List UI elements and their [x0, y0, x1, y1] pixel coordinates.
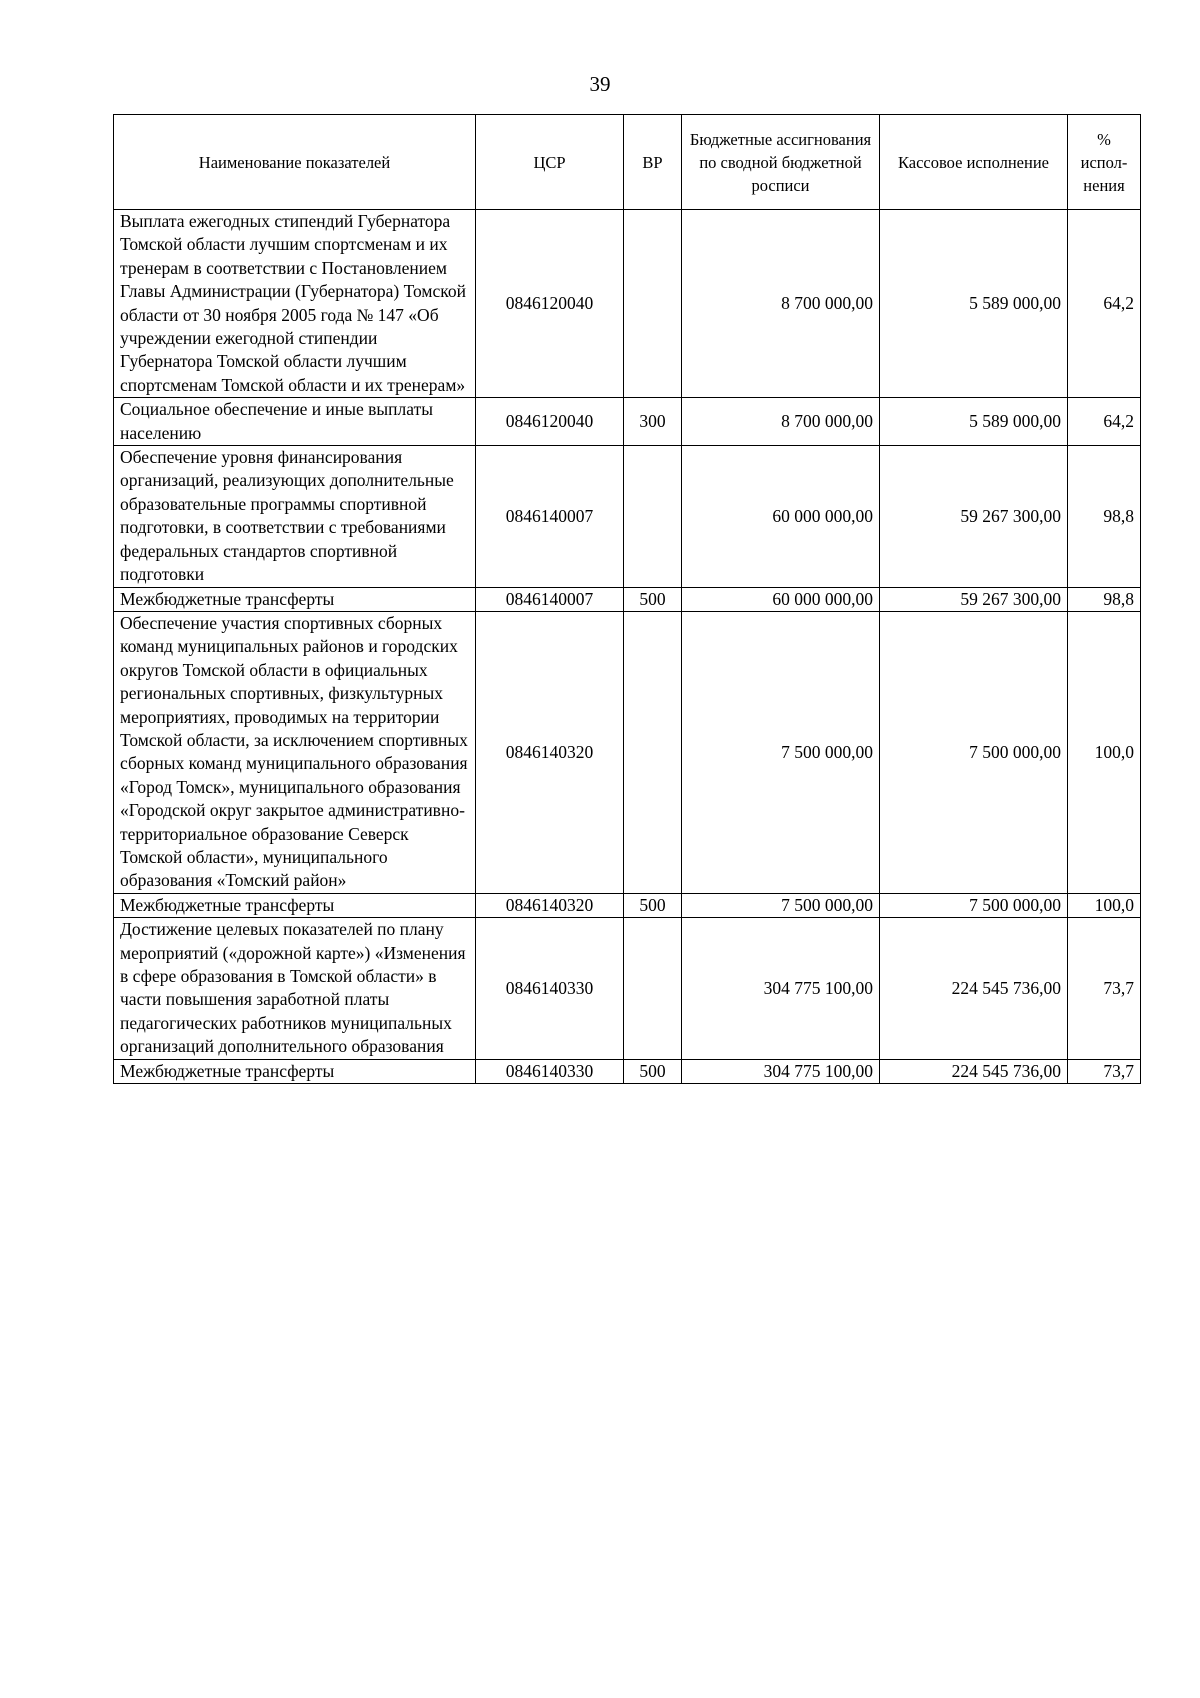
row-vr: [624, 918, 682, 1059]
row-name: Межбюджетные трансферты: [114, 587, 476, 611]
row-cash: 7 500 000,00: [880, 611, 1068, 893]
row-csr: 0846140007: [476, 446, 624, 587]
row-csr: 0846120040: [476, 210, 624, 398]
row-csr: 0846140330: [476, 1059, 624, 1083]
row-cash: 224 545 736,00: [880, 918, 1068, 1059]
page-number: 39: [589, 72, 611, 96]
row-vr: 500: [624, 1059, 682, 1083]
table-row: [114, 587, 1141, 611]
row-percent: 64,2: [1068, 398, 1141, 446]
header-cash: Кассовое исполнение: [880, 115, 1068, 210]
row-name: Обеспечение участия спортивных сборных команд муниципальных районов и городских округов Томской области в официальных региональных спортивных, физкультурных мероприятиях, проводимых на территории Томской области, за исключением спортивных сборных команд муниципального образования «Город Томск», муниципального образования «Городской округ закрытое административно-территориальное образование Северск Томской области», муниципального образования «Томский район»: [114, 611, 476, 893]
row-percent: 98,8: [1068, 587, 1141, 611]
row-budget: 304 775 100,00: [682, 918, 880, 1059]
table-row: [114, 611, 1141, 893]
row-cash: 5 589 000,00: [880, 210, 1068, 398]
row-percent: 100,0: [1068, 893, 1141, 917]
row-budget: 7 500 000,00: [682, 893, 880, 917]
row-name: Социальное обеспечение и иные выплаты населению: [114, 398, 476, 446]
row-percent: 98,8: [1068, 446, 1141, 587]
row-cash: 224 545 736,00: [880, 1059, 1068, 1083]
row-cash: 7 500 000,00: [880, 893, 1068, 917]
table-row: [114, 918, 1141, 1059]
header-budget: Бюджетные ассигнования по сводной бюджетной росписи: [682, 115, 880, 210]
row-percent: 73,7: [1068, 1059, 1141, 1083]
row-vr: 500: [624, 893, 682, 917]
budget-execution-table: [113, 114, 1141, 1084]
row-vr: [624, 210, 682, 398]
row-cash: 59 267 300,00: [880, 587, 1068, 611]
row-name: Обеспечение уровня финансирования организаций, реализующих дополнительные образовательные программы спортивной подготовки, в соответствии с требованиями федеральных стандартов спортивной подготовки: [114, 446, 476, 587]
row-vr: [624, 611, 682, 893]
row-name: Межбюджетные трансферты: [114, 893, 476, 917]
header-vr: ВР: [624, 115, 682, 210]
table-row: [114, 893, 1141, 917]
header-percent: % испол-нения: [1068, 115, 1141, 210]
row-csr: 0846140330: [476, 918, 624, 1059]
row-percent: 64,2: [1068, 210, 1141, 398]
table-row: [114, 210, 1141, 398]
row-budget: 304 775 100,00: [682, 1059, 880, 1083]
header-row: [114, 115, 1141, 210]
row-budget: 8 700 000,00: [682, 210, 880, 398]
row-percent: 100,0: [1068, 611, 1141, 893]
row-cash: 59 267 300,00: [880, 446, 1068, 587]
row-csr: 0846140007: [476, 587, 624, 611]
row-budget: 60 000 000,00: [682, 446, 880, 587]
table-header: [114, 115, 1141, 210]
row-csr: 0846140320: [476, 893, 624, 917]
row-cash: 5 589 000,00: [880, 398, 1068, 446]
row-budget: 8 700 000,00: [682, 398, 880, 446]
table-row: [114, 1059, 1141, 1083]
table-row: [114, 398, 1141, 446]
header-name: Наименование показателей: [114, 115, 476, 210]
row-vr: 500: [624, 587, 682, 611]
row-percent: 73,7: [1068, 918, 1141, 1059]
row-csr: 0846140320: [476, 611, 624, 893]
row-vr: 300: [624, 398, 682, 446]
row-budget: 7 500 000,00: [682, 611, 880, 893]
row-name: Достижение целевых показателей по плану мероприятий («дорожной карте») «Изменения в сфере образования в Томской области» в части повышения заработной платы педагогических работников муниципальных организаций дополнительного образования: [114, 918, 476, 1059]
table-row: [114, 446, 1141, 587]
row-csr: 0846120040: [476, 398, 624, 446]
row-budget: 60 000 000,00: [682, 587, 880, 611]
header-csr: ЦСР: [476, 115, 624, 210]
row-name: Межбюджетные трансферты: [114, 1059, 476, 1083]
row-name: Выплата ежегодных стипендий Губернатора Томской области лучшим спортсменам и их тренерам в соответствии с Постановлением Главы Администрации (Губернатора) Томской области от 30 ноября 2005 года № 147 «Об учреждении ежегодной стипендии Губернатора Томской области лучшим спортсменам Томской области и их тренерам»: [114, 210, 476, 398]
table-body: [114, 210, 1141, 1084]
row-vr: [624, 446, 682, 587]
